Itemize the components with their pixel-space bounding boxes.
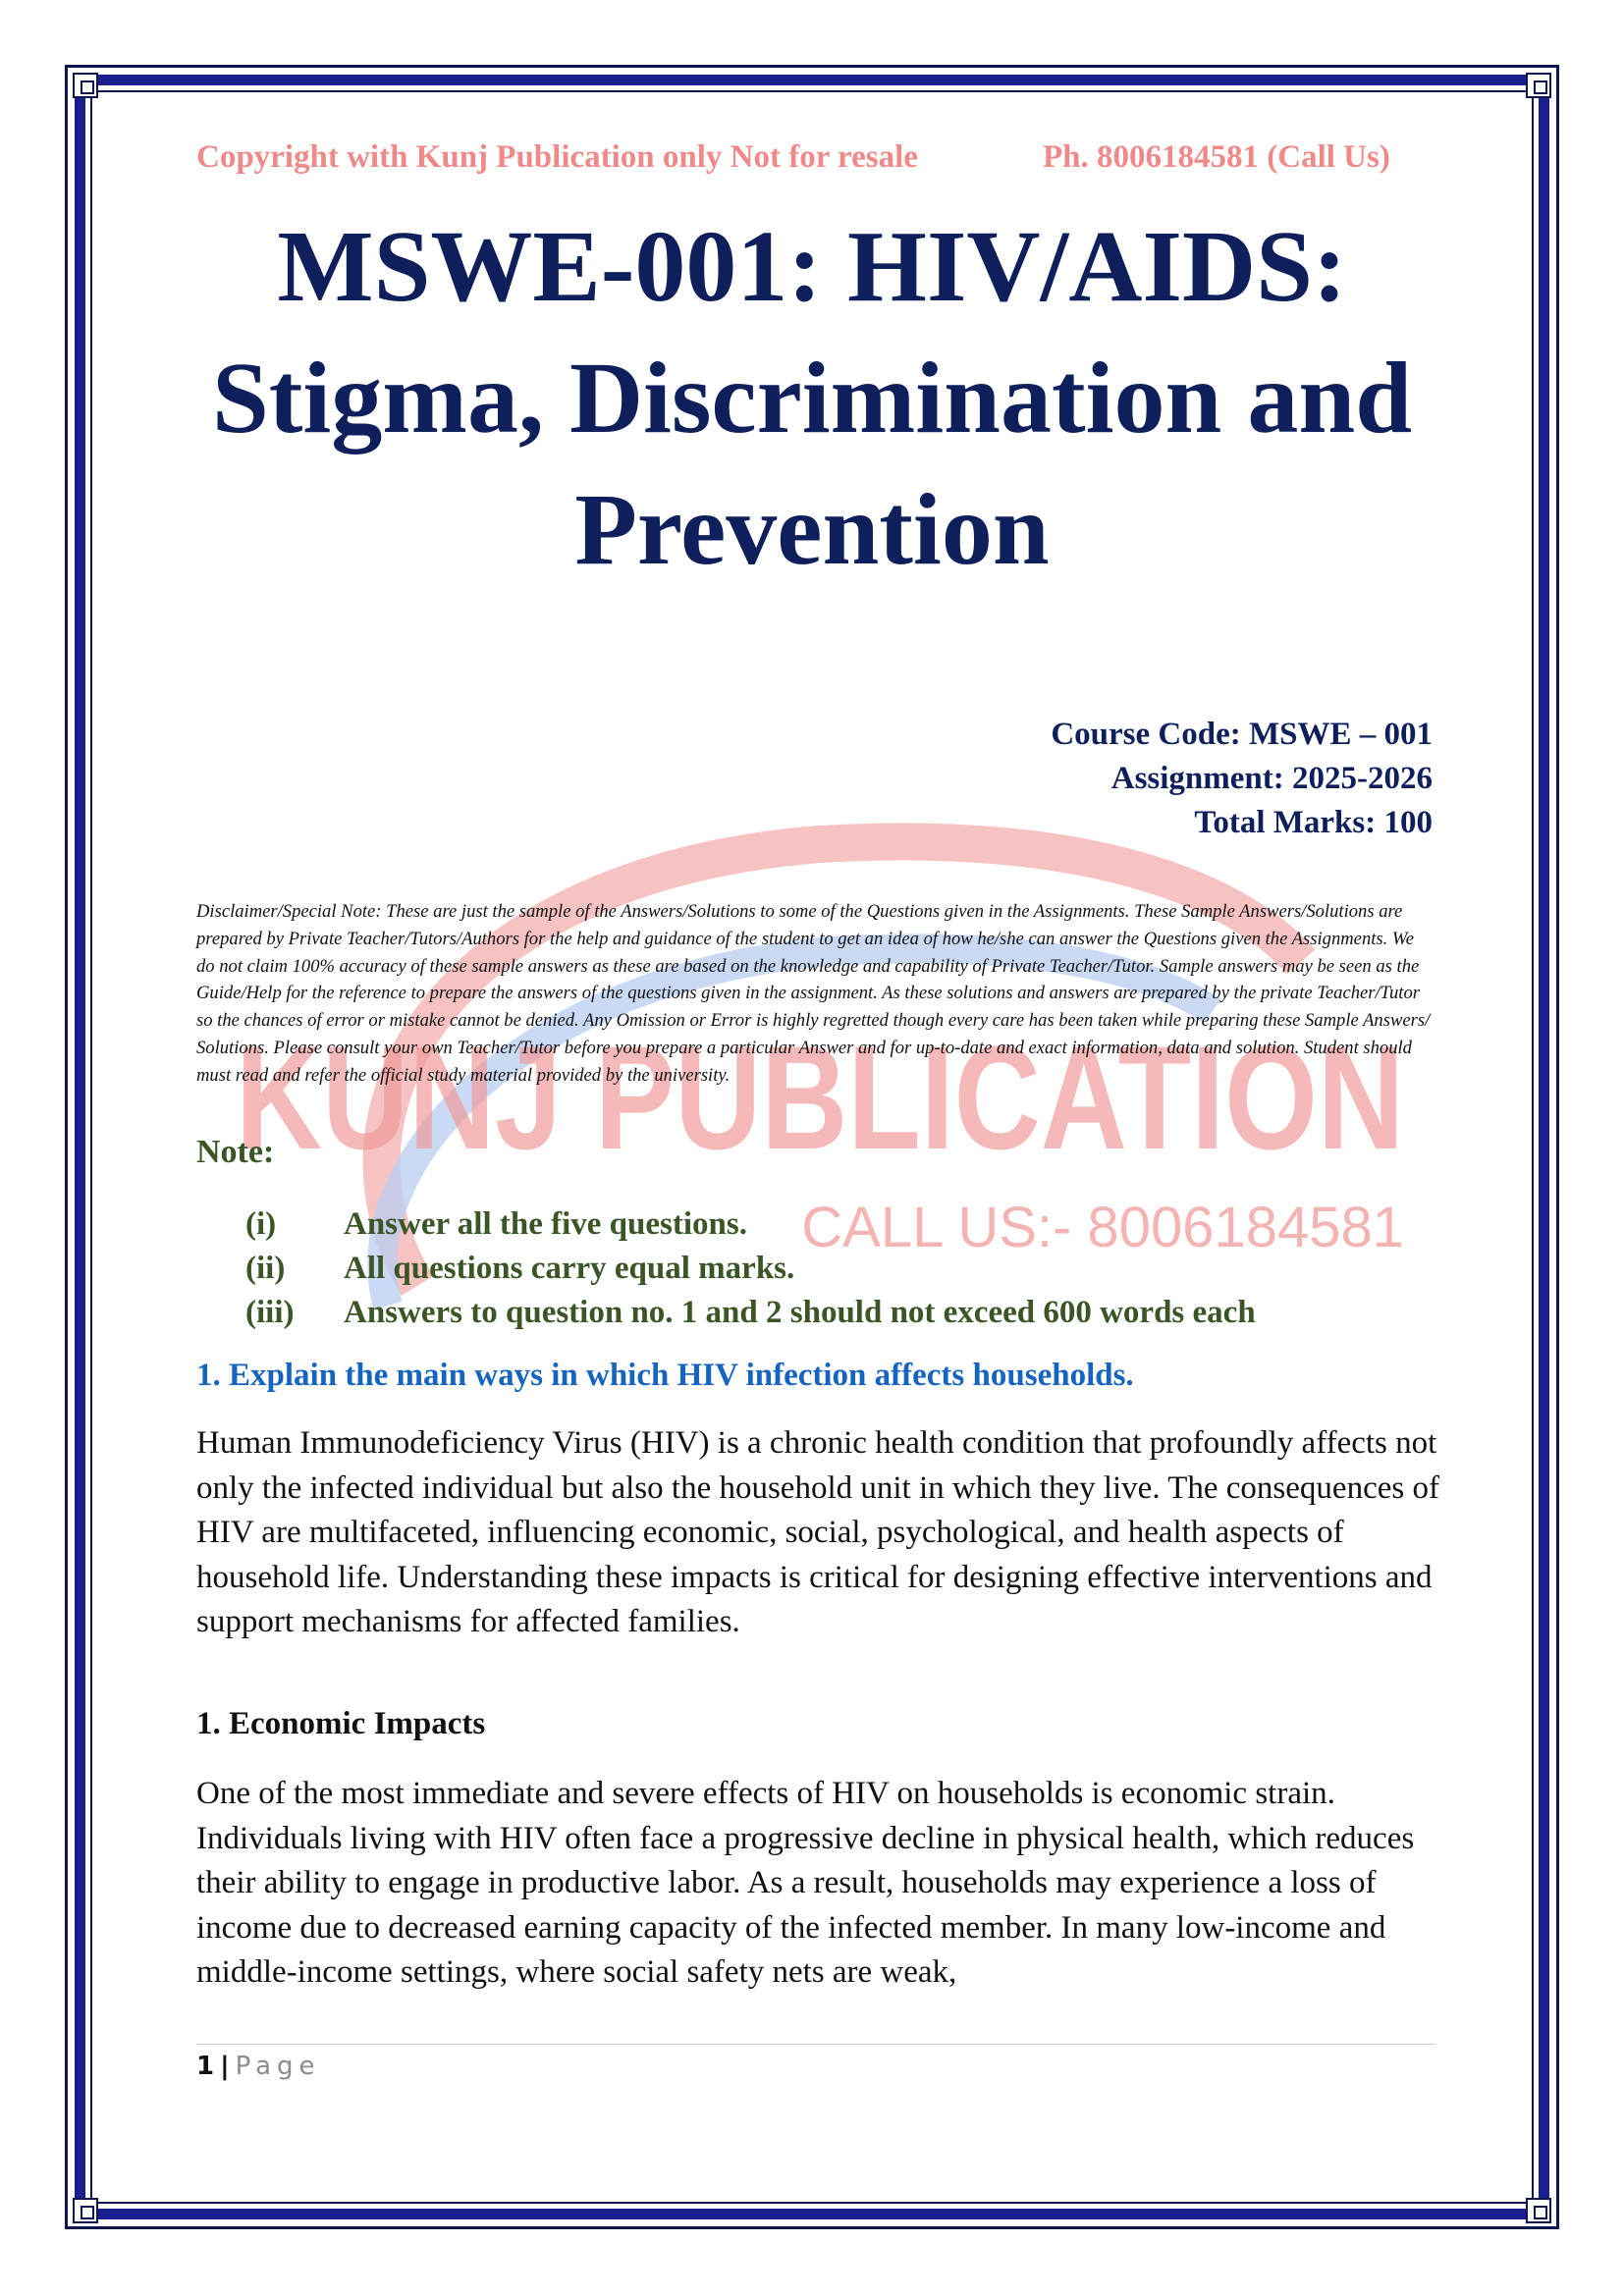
title-line: Prevention [574,473,1050,586]
assignment-meta [1051,713,1433,845]
section-paragraph: One of the most immediate and severe effects of HIV on households is economic strain. Individuals living with HIV often face a progressive decline in physical health, which reduces their ability to engage in productive labor. As a result, households may experience a loss of income due to decreased earning capacity of the infected member. In many low-income and middle-income settings, where social safety nets are weak, [196,1776,1415,1990]
watermark-brand: KUNJ PUBLICATION [236,1015,1404,1180]
document-title [167,201,1457,596]
watermark-call: CALL US:- 8006184581 [801,1196,1404,1259]
note-label: Note: [196,1134,275,1170]
corner-ornament [1526,2198,1551,2223]
page-footer [196,2052,321,2081]
page-number: 1 [196,2052,215,2081]
phone-number: Ph. 8006184581 (Call Us) [1043,139,1390,175]
title-line: Stigma, Discrimination and [211,342,1413,454]
note-number: (ii) [245,1251,286,1286]
footer-separator: | [220,2052,230,2081]
note-text: Answers to question no. 1 and 2 should not exceed 600 words each [344,1295,1256,1330]
intro-paragraph: Human Immunodeficiency Virus (HIV) is a chronic health condition that profoundly affects not only the infected individual but also the household unit in which they live. The consequences of HIV are multifaceted, influencing economic, social, psychological, and health aspects of household life. Understanding these impacts is critical for designing effective interventions and support mechanisms for affected families. [196,1425,1439,1639]
title-line: MSWE-001: HIV/AIDS: [277,210,1347,323]
copyright-header [196,139,1434,176]
corner-ornament [73,73,98,98]
note-number: (i) [245,1206,277,1242]
footer-divider [196,2044,1435,2045]
note-text: Answer all the five questions. [344,1206,747,1242]
course-code: Course Code: MSWE – 001 [1051,717,1433,752]
section-heading: 1. Economic Impacts [196,1706,486,1741]
assignment-year: Assignment: 2025-2026 [1110,761,1433,796]
question-heading: 1. Explain the main ways in which HIV infection affects households. [196,1358,1134,1393]
corner-ornament [1526,73,1551,98]
total-marks: Total Marks: 100 [1194,805,1433,840]
copyright-text: Copyright with Kunj Publication only Not for resale [196,139,918,175]
corner-ornament [73,2198,98,2223]
disclaimer-note: Disclaimer/Special Note: These are just the sample of the Answers/Solutions to some of the Questions given in the Assignments. These Sample Answers/Solutions are prepared by Private Teacher/Tutors/Authors for the help and guidance of the student to get an idea of how he/she can answer the Questions given the Assignments. We do not claim 100% accuracy of these sample answers as these are based on the knowledge and capability of Private Teacher/Tutor. Sample answers may be seen as the Guide/Help for the reference to prepare the answers of the questions given in the assignment. As these solutions and answers are prepared by the private Teacher/Tutor so the chances of error or mistake cannot be denied. Any Omission or Error is highly regretted though every care has been taken while preparing these Sample Answers/ Solutions. Please consult your own Teacher/Tutor before you prepare a particular Answer and for up-to-date and exact information, data and solution. Student should must read and refer the official study material provided by the university. [196,901,1431,1086]
page-label: Page [235,2052,321,2081]
note-number: (iii) [245,1295,295,1330]
note-text: All questions carry equal marks. [344,1251,795,1286]
